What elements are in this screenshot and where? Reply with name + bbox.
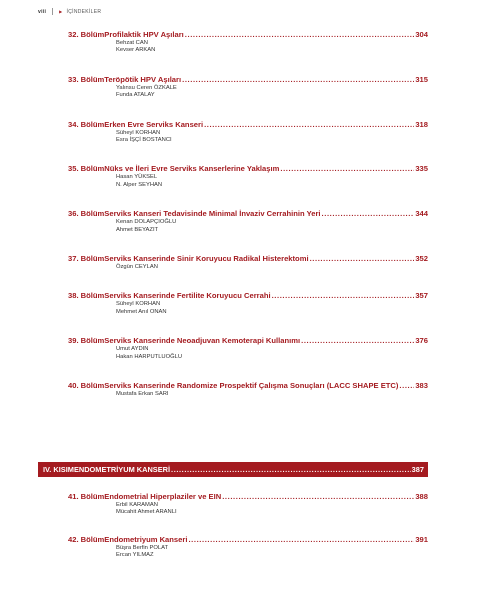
chapter-authors (116, 502, 428, 517)
author-name: N. Alper SEYHAN (116, 181, 163, 188)
toc-entry (68, 209, 428, 234)
author-name: Yalınsu Ceren ÖZKALE (116, 84, 177, 91)
toc-entry-row (68, 75, 428, 85)
author-name: Ercan YILMAZ (116, 552, 154, 559)
triangle-right-icon: ▶ (59, 9, 63, 14)
chapter-authors (116, 219, 428, 234)
author-name: Erbil KARAMAN (116, 502, 158, 508)
chapter-authors (116, 85, 428, 100)
part-number: IV. KISIM (43, 465, 74, 474)
chapter-page-number: 376 (415, 336, 428, 346)
chapter-title: Endometrial Hiperplaziler ve EIN (104, 492, 222, 501)
chapter-page-number: 391 (415, 534, 428, 544)
chapter-title: Serviks Kanserinde Randomize Prospektif Çalışma Sonuçları (LACC SHAPE ETC) (104, 381, 399, 391)
author-name: Büşra Berfin POLAT (116, 544, 169, 551)
toc-entry (68, 492, 428, 517)
chapter-authors (116, 174, 428, 189)
part-page-number: 387 (411, 465, 424, 474)
toc-entry-row (68, 30, 428, 40)
author-name: Behzat CAN (116, 40, 148, 46)
chapter-number: 37. Bölüm (68, 254, 105, 264)
chapter-page-number: 335 (415, 164, 428, 174)
leader-dots (399, 381, 414, 391)
toc-entry-row (68, 120, 428, 130)
toc-entry (68, 254, 428, 271)
author-name: Funda ATALAY (116, 92, 155, 99)
author-name: Mücahit Ahmet ARANLI (116, 509, 177, 516)
toc-entry (68, 30, 428, 55)
chapter-page-number: 344 (415, 209, 428, 219)
author-name: Hakan HARPUTLUOĞLU (116, 353, 183, 360)
toc-entry (68, 164, 428, 189)
header-page-number: viii (38, 8, 47, 15)
chapter-number: 42. Bölüm (68, 534, 105, 544)
part-title: ENDOMETRİYUM KANSERİ (73, 465, 171, 474)
chapter-authors (116, 40, 428, 55)
toc-entry (68, 535, 428, 560)
chapter-page-number: 352 (415, 254, 428, 264)
part-leader-dots (171, 465, 411, 474)
chapter-number: 35. Bölüm (68, 164, 105, 174)
chapter-number: 32. Bölüm (68, 30, 105, 39)
header-divider (52, 8, 53, 15)
chapter-page-number: 383 (415, 381, 428, 391)
chapter-page-number: 357 (415, 291, 428, 301)
chapter-title: Serviks Kanserinde Sinir Koruyucu Radikal Histerektomi (104, 254, 309, 264)
toc-entry-row (68, 381, 428, 391)
leader-dots (301, 336, 414, 346)
chapter-title: Serviks Kanserinde Fertilite Koruyucu Cerrahi (104, 291, 271, 301)
table-of-contents (68, 30, 428, 419)
header-section-title: İÇİNDEKİLER (66, 8, 102, 15)
chapter-authors (116, 301, 428, 316)
author-name: Kevser ARKAN (116, 47, 156, 54)
toc-entry (68, 120, 428, 145)
author-name: Mehmet Anıl ONAN (116, 308, 167, 315)
chapter-authors (116, 264, 428, 271)
author-name: Süheyl KORHAN (116, 129, 161, 136)
chapter-number: 41. Bölüm (68, 492, 105, 501)
leader-dots (310, 254, 415, 264)
toc-entry-row (68, 336, 428, 346)
leader-dots (185, 30, 415, 40)
chapter-number: 38. Bölüm (68, 291, 105, 301)
chapter-number: 40. Bölüm (68, 381, 105, 391)
toc-entry (68, 291, 428, 316)
chapter-authors (116, 130, 428, 145)
author-name: Esra İŞÇİ BOSTANCI (116, 137, 172, 144)
toc-entry-row (68, 492, 428, 502)
chapter-title: Serviks Kanseri Tedavisinde Minimal İnvaziv Cerrahinin Yeri (104, 209, 321, 219)
author-name: Süheyl KORHAN (116, 301, 161, 308)
chapter-page-number: 304 (415, 30, 428, 39)
author-name: Özgün CEYLAN (116, 264, 158, 271)
chapter-title: Profilaktik HPV Aşıları (104, 30, 184, 39)
chapter-title: Teröpötik HPV Aşıları (104, 74, 182, 84)
author-name: Mustafa Erkan SARI (116, 391, 169, 398)
chapter-page-number: 388 (415, 492, 428, 501)
running-header (38, 8, 101, 15)
leader-dots (222, 492, 414, 502)
toc-entry (68, 336, 428, 361)
chapter-title: Nüks ve İleri Evre Serviks Kanserlerine Yaklaşım (104, 164, 280, 174)
author-name: Kenan DOLAPÇIOĞLU (116, 219, 177, 226)
author-name: Umut AYDIN (116, 346, 149, 353)
leader-dots (188, 535, 414, 545)
leader-dots (322, 209, 415, 219)
leader-dots (204, 120, 414, 130)
chapter-authors (116, 545, 428, 560)
toc-entry-row (68, 254, 428, 264)
chapter-authors (116, 346, 428, 361)
toc-entry-row (68, 535, 428, 545)
toc-entry (68, 381, 428, 398)
toc-entry (68, 75, 428, 100)
chapter-title: Serviks Kanserinde Neoadjuvan Kemoterapi Kullanımı (104, 336, 301, 346)
toc-entry-row (68, 291, 428, 301)
toc-entry-row (68, 164, 428, 174)
chapter-page-number: 318 (415, 119, 428, 129)
chapter-number: 33. Bölüm (68, 74, 105, 84)
leader-dots (280, 164, 414, 174)
chapter-title: Endometriyum Kanseri (104, 534, 188, 544)
toc-entry-row (68, 209, 428, 219)
chapter-number: 36. Bölüm (68, 209, 105, 219)
part-heading (38, 462, 428, 477)
chapter-page-number: 315 (415, 74, 428, 84)
author-name: Ahmet BEYAZIT (116, 226, 159, 233)
chapter-title: Erken Evre Serviks Kanseri (104, 119, 204, 129)
leader-dots (182, 75, 414, 85)
table-of-contents-part-iv (68, 492, 428, 578)
chapter-number: 34. Bölüm (68, 119, 105, 129)
author-name: Hasan YÜKSEL (116, 174, 158, 181)
chapter-authors (116, 391, 428, 398)
leader-dots (272, 291, 415, 301)
chapter-number: 39. Bölüm (68, 336, 105, 346)
